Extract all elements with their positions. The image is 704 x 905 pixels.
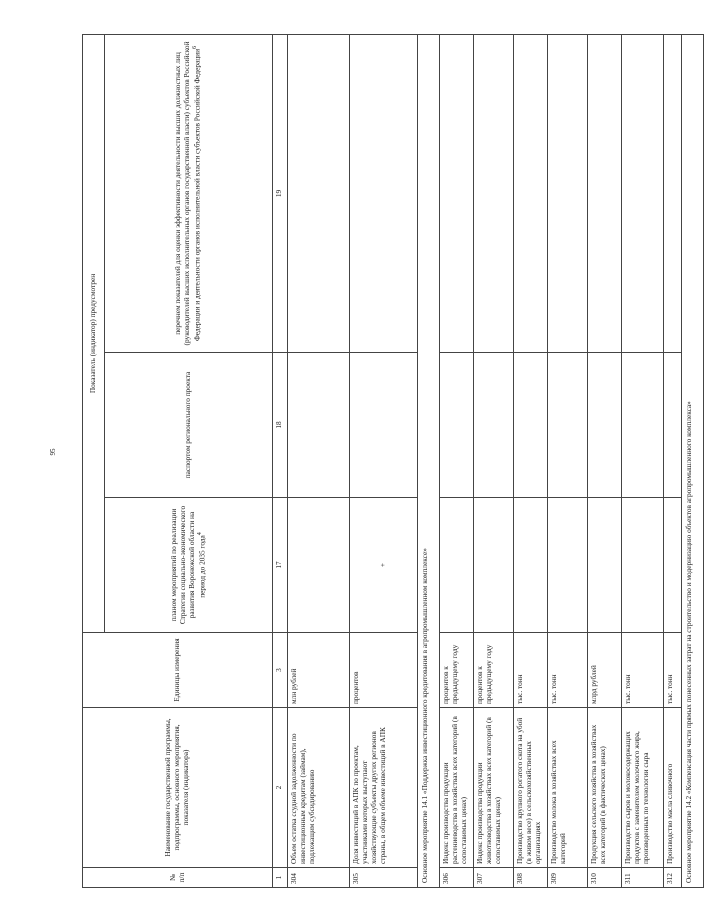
column-index-cell: 3 <box>273 633 288 708</box>
column-index-row <box>273 34 288 887</box>
list-cell <box>288 34 350 352</box>
list-cell <box>622 34 664 352</box>
unit-cell: тыс. тонн <box>622 633 664 708</box>
page-number: 95 <box>49 448 57 456</box>
indicator-name: Индекс производства продукции растениеводства в хозяйствах всех категорий (в сопоставимых ценах) <box>440 708 474 868</box>
passport-cell <box>548 353 588 498</box>
header-unit: Единицы измерения <box>83 633 273 708</box>
section-row <box>682 34 704 887</box>
plan-cell <box>548 498 588 633</box>
passport-cell <box>622 353 664 498</box>
plan-cell <box>288 498 350 633</box>
header-num: № п/п <box>83 868 273 888</box>
header-name: Наименование государственной программы, подпрограммы, основного мероприятия, показателя (индикатора) <box>83 708 273 868</box>
list-cell <box>664 34 682 352</box>
row-number: 307 <box>474 868 514 888</box>
table-row <box>350 34 418 887</box>
passport-cell <box>440 353 474 498</box>
row-number: 308 <box>514 868 548 888</box>
plan-cell: + <box>350 498 418 633</box>
list-cell <box>588 34 622 352</box>
passport-cell <box>350 353 418 498</box>
row-number: 309 <box>548 868 588 888</box>
section-row <box>418 34 440 887</box>
indicator-name: Производство сыров и молокосодержащих продуктов с заменителем молочного жира, произведенных по технологии сыра <box>622 708 664 868</box>
unit-cell: тыс. тонн <box>514 633 548 708</box>
list-cell <box>350 34 418 352</box>
unit-cell: тыс. тонн <box>548 633 588 708</box>
row-number: 305 <box>350 868 418 888</box>
list-cell <box>548 34 588 352</box>
row-number: 304 <box>288 868 350 888</box>
unit-cell: млн рублей <box>288 633 350 708</box>
unit-cell: млрд рублей <box>588 633 622 708</box>
column-index-cell: 19 <box>273 34 288 352</box>
passport-cell <box>514 353 548 498</box>
header-list: перечнем показателей для оценки эффективности деятельности высших должностных лиц (руководителей высших исполнительных органов государственной власти) субъектов Российской Федерации и деятельности органов исполнительной власти субъектов Российской Федерации$^6$ <box>105 34 273 352</box>
plan-cell <box>588 498 622 633</box>
plan-cell <box>440 498 474 633</box>
indicator-table <box>82 34 704 888</box>
plan-cell <box>664 498 682 633</box>
table-row <box>548 34 588 887</box>
rotated-page <box>82 35 693 888</box>
plan-cell <box>622 498 664 633</box>
row-number: 310 <box>588 868 622 888</box>
passport-cell <box>588 353 622 498</box>
header-passport: паспортом регионального проекта <box>105 353 273 498</box>
list-cell <box>514 34 548 352</box>
indicator-name: Производство крупного рогатого скота на убой (в живом весе) в сельскохозяйственных организациях <box>514 708 548 868</box>
passport-cell <box>664 353 682 498</box>
indicator-name: Производство масла сливочного <box>664 708 682 868</box>
indicator-name: Производство молока в хозяйствах всех категорий <box>548 708 588 868</box>
header-group: Показатель (индикатор) предусмотрен <box>83 34 105 632</box>
unit-cell: процентов к предыдущему году <box>474 633 514 708</box>
column-index-cell: 1 <box>273 868 288 888</box>
indicator-name: Индекс производства продукции животноводства в хозяйствах всех категорий (в сопоставимых ценах) <box>474 708 514 868</box>
table-row <box>664 34 682 887</box>
unit-cell: тыс. тонн <box>664 633 682 708</box>
section-title: Основное мероприятие 14.1 «Поддержка инвестиционного кредитования в агропромышленном комплексе» <box>418 34 440 887</box>
section-title: Основное мероприятие 14.2 «Компенсация части прямых понесенных затрат на строительство и модернизацию объектов агропромышленного комплекса» <box>682 34 704 887</box>
row-number: 306 <box>440 868 474 888</box>
table-row <box>514 34 548 887</box>
column-index-cell: 18 <box>273 353 288 498</box>
list-cell <box>440 34 474 352</box>
table-row <box>588 34 622 887</box>
table-row <box>288 34 350 887</box>
plan-cell <box>514 498 548 633</box>
list-cell <box>474 34 514 352</box>
indicator-name: Продукция сельского хозяйства в хозяйствах всех категорий (в фактических ценах) <box>588 708 622 868</box>
header-plan: планом мероприятий по реализации Стратегии социально-экономического развития Воронежской области на период до 2035 года$^4$ <box>105 498 273 633</box>
indicator-name: Объем остатка ссудной задолженности по инвестиционным кредитам (займам), подлежащим субсидированию <box>288 708 350 868</box>
row-number: 312 <box>664 868 682 888</box>
table-row <box>440 34 474 887</box>
document-sheet <box>82 35 693 888</box>
unit-cell: процентов <box>350 633 418 708</box>
row-number: 311 <box>622 868 664 888</box>
table-row <box>474 34 514 887</box>
column-index-cell: 17 <box>273 498 288 633</box>
passport-cell <box>288 353 350 498</box>
column-index-cell: 2 <box>273 708 288 868</box>
plan-cell <box>474 498 514 633</box>
indicator-name: Доля инвестиций в АПК по проектам, участниками которых выступают хозяйствующие субъекты других регионов страны, в общем объеме инвестиций в АПК <box>350 708 418 868</box>
passport-cell <box>474 353 514 498</box>
unit-cell: процентов к предыдущему году <box>440 633 474 708</box>
table-row <box>622 34 664 887</box>
